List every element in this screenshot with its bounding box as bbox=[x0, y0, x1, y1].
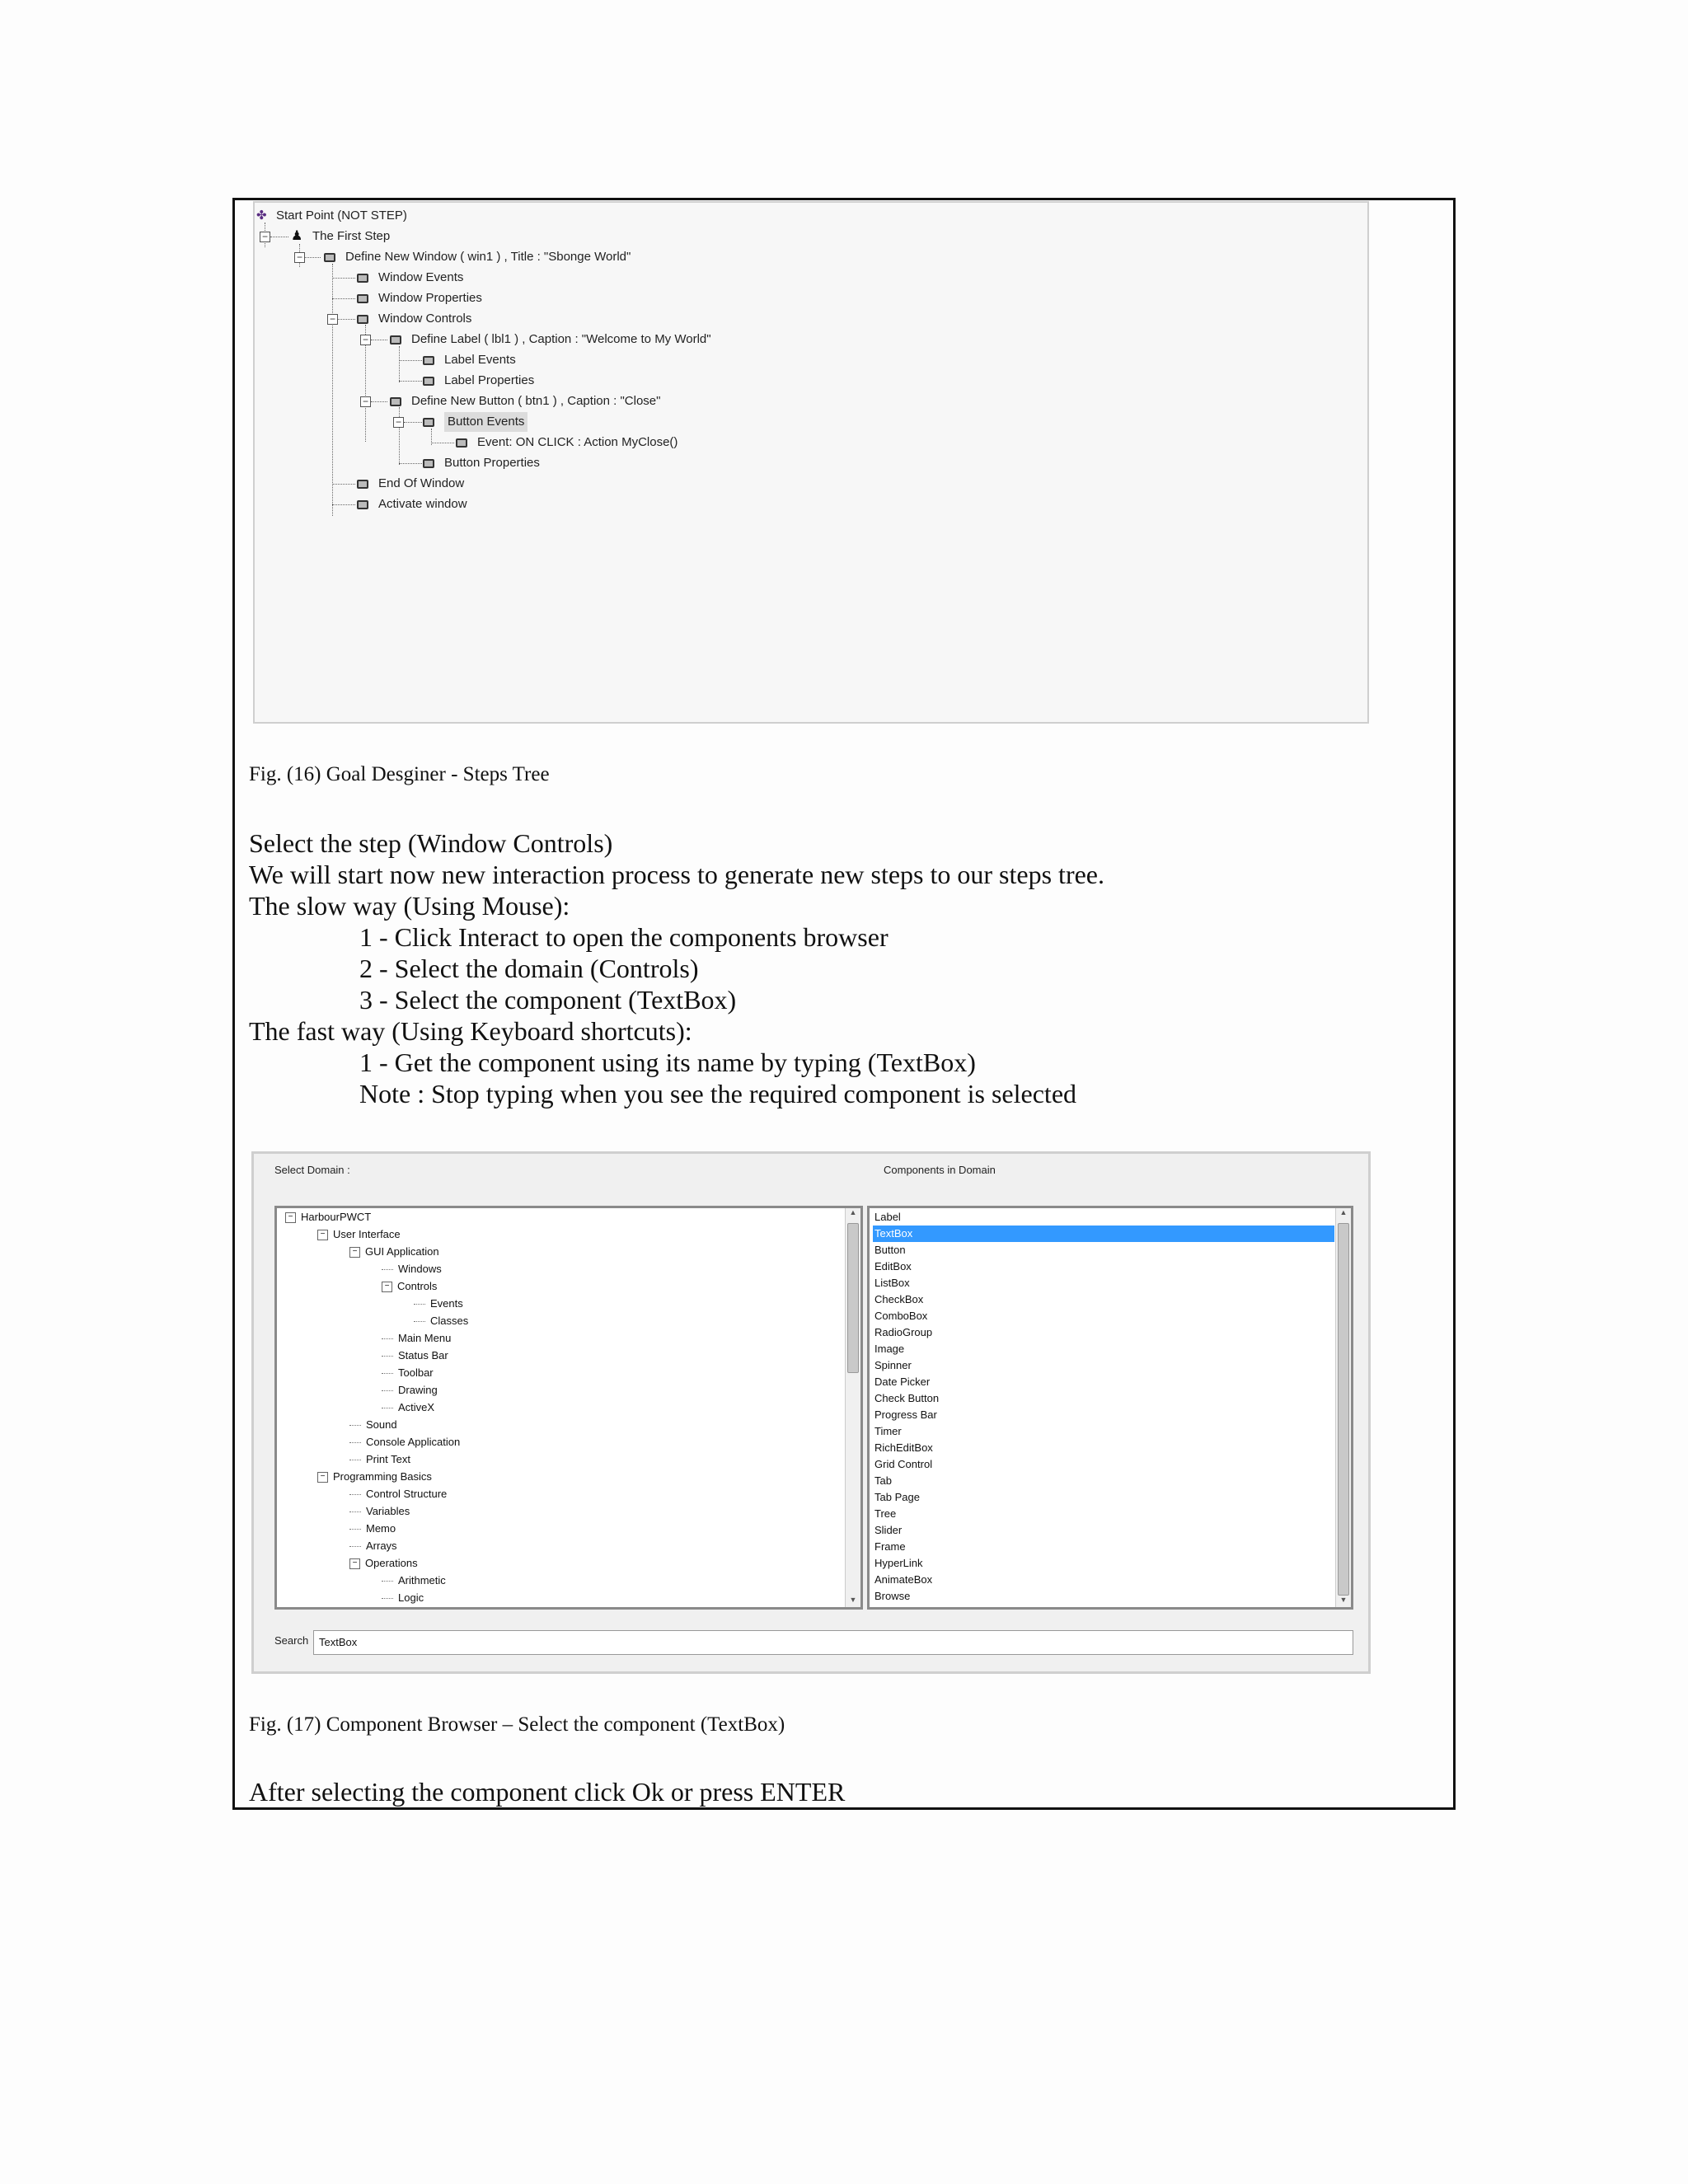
scroll-up-arrow-icon[interactable]: ▲ bbox=[1339, 1208, 1348, 1216]
domain-tree-node[interactable] bbox=[349, 1244, 439, 1259]
tree-node-label-properties[interactable] bbox=[423, 371, 534, 391]
tree-node-onclick-event[interactable] bbox=[456, 433, 678, 452]
domain-node-label: Drawing bbox=[398, 1384, 438, 1396]
domain-node-label: Sound bbox=[366, 1418, 397, 1431]
domain-node-label: HarbourPWCT bbox=[301, 1211, 372, 1223]
domain-node-label: Operations bbox=[365, 1557, 418, 1569]
component-item[interactable]: CheckBox bbox=[874, 1293, 924, 1305]
tree-node-label: Button Events bbox=[444, 412, 528, 432]
step-icon bbox=[423, 459, 434, 468]
domain-node-label: Main Menu bbox=[398, 1332, 452, 1344]
domain-node-label: Variables bbox=[366, 1505, 410, 1517]
domain-tree[interactable] bbox=[274, 1206, 863, 1610]
scroll-down-arrow-icon[interactable]: ▼ bbox=[849, 1596, 857, 1604]
component-item[interactable]: Button bbox=[874, 1244, 906, 1256]
domain-node-label: ActiveX bbox=[398, 1401, 435, 1413]
tree-node-define-label[interactable] bbox=[390, 330, 711, 349]
component-item[interactable]: ComboBox bbox=[874, 1310, 928, 1322]
tree-node-label: The First Step bbox=[312, 229, 391, 243]
component-item[interactable]: HyperLink bbox=[874, 1557, 923, 1569]
collapse-toggle[interactable]: − bbox=[317, 1472, 328, 1483]
tree-node-define-button[interactable] bbox=[390, 391, 660, 411]
tree-connector bbox=[349, 1442, 361, 1443]
instruction-step: 2 - Select the domain (Controls) bbox=[359, 954, 699, 983]
domain-node-label: Events bbox=[430, 1297, 463, 1310]
domain-tree-node[interactable] bbox=[349, 1418, 397, 1432]
tree-node-label: Event: ON CLICK : Action MyClose() bbox=[477, 435, 678, 449]
tree-node-label-events[interactable] bbox=[423, 350, 516, 370]
component-item[interactable]: EditBox bbox=[874, 1260, 912, 1272]
domain-node-label: GUI Application bbox=[365, 1245, 439, 1258]
components-scrollbar[interactable] bbox=[1335, 1208, 1351, 1607]
tree-node-window-properties[interactable] bbox=[357, 288, 482, 308]
collapse-toggle[interactable]: − bbox=[360, 335, 371, 345]
domain-node-label: Windows bbox=[398, 1263, 442, 1275]
tree-connector bbox=[382, 1598, 393, 1599]
collapse-toggle[interactable]: − bbox=[349, 1247, 360, 1258]
scroll-thumb[interactable] bbox=[847, 1223, 859, 1373]
scroll-up-arrow-icon[interactable]: ▲ bbox=[849, 1208, 857, 1216]
component-item[interactable]: Progress Bar bbox=[874, 1408, 937, 1421]
collapse-toggle[interactable]: − bbox=[382, 1282, 392, 1292]
person-icon: ♟ bbox=[291, 229, 303, 243]
domain-tree-node[interactable] bbox=[349, 1521, 396, 1536]
tree-node-label: Window Events bbox=[378, 270, 464, 284]
tree-node-label: Window Controls bbox=[378, 312, 472, 326]
domain-tree-node[interactable] bbox=[317, 1469, 432, 1484]
domain-tree-node[interactable] bbox=[382, 1279, 437, 1294]
component-item-selected[interactable]: TextBox bbox=[873, 1226, 1334, 1242]
tree-node-window-controls[interactable] bbox=[357, 309, 471, 329]
figure-16-caption: Fig. (16) Goal Desginer - Steps Tree bbox=[249, 763, 550, 785]
tree-guide-line bbox=[399, 346, 400, 382]
tree-node-window-events[interactable] bbox=[357, 268, 463, 288]
collapse-toggle[interactable]: − bbox=[360, 396, 371, 407]
closing-text: After selecting the component click Ok or press ENTER bbox=[249, 1777, 846, 1807]
search-label: Search bbox=[274, 1634, 309, 1647]
steps-tree-panel[interactable] bbox=[253, 201, 1369, 724]
tree-connector bbox=[382, 1390, 393, 1391]
component-item[interactable]: Image bbox=[874, 1343, 905, 1355]
tree-connector bbox=[414, 1321, 425, 1322]
component-item[interactable]: RadioGroup bbox=[874, 1326, 933, 1338]
domain-node-label: Status Bar bbox=[398, 1349, 448, 1361]
figure-17-caption: Fig. (17) Component Browser – Select the component (TextBox) bbox=[249, 1713, 785, 1736]
step-icon bbox=[423, 356, 434, 365]
tree-node-label: Button Properties bbox=[444, 456, 540, 470]
tree-guide-line bbox=[332, 298, 355, 299]
component-item[interactable]: Check Button bbox=[874, 1392, 940, 1404]
component-item[interactable]: Date Picker bbox=[874, 1376, 931, 1388]
tree-connector bbox=[349, 1529, 361, 1530]
step-icon bbox=[390, 335, 401, 344]
tree-guide-line bbox=[371, 401, 387, 402]
tree-node-label: Start Point (NOT STEP) bbox=[276, 209, 407, 223]
component-item[interactable]: Frame bbox=[874, 1540, 906, 1553]
tree-connector bbox=[349, 1546, 361, 1547]
domain-tree-node[interactable] bbox=[382, 1331, 451, 1346]
domain-tree-node[interactable] bbox=[414, 1314, 468, 1329]
domain-tree-node[interactable] bbox=[382, 1366, 434, 1380]
step-icon bbox=[357, 480, 368, 489]
component-item[interactable]: Spinner bbox=[874, 1359, 912, 1371]
tree-connector bbox=[382, 1373, 393, 1374]
tree-node-end-of-window[interactable] bbox=[357, 474, 464, 494]
tree-node-label: Define Label ( lbl1 ) , Caption : "Welcome to My World" bbox=[411, 332, 711, 346]
instruction-note: Note : Stop typing when you see the required component is selected bbox=[359, 1079, 1077, 1108]
domain-node-label: Print Text bbox=[366, 1453, 410, 1465]
component-browser-window bbox=[251, 1151, 1371, 1674]
instruction-step: 1 - Get the component using its name by typing (TextBox) bbox=[359, 1047, 976, 1077]
scroll-thumb[interactable] bbox=[1338, 1223, 1349, 1596]
tree-guide-line bbox=[399, 463, 422, 464]
component-item[interactable]: Tab bbox=[874, 1474, 892, 1487]
step-icon bbox=[324, 253, 335, 262]
component-item[interactable]: Browse bbox=[874, 1590, 911, 1602]
step-icon bbox=[357, 294, 368, 303]
tree-guide-line bbox=[304, 257, 321, 258]
domain-tree-node[interactable] bbox=[349, 1452, 410, 1467]
component-item[interactable]: Label bbox=[874, 1211, 901, 1223]
collapse-toggle[interactable]: − bbox=[285, 1212, 296, 1223]
tree-connector bbox=[382, 1338, 393, 1339]
instruction-line: Select the step (Window Controls) bbox=[249, 828, 613, 858]
domain-node-label: Programming Basics bbox=[333, 1470, 432, 1483]
component-item[interactable]: Slider bbox=[874, 1524, 903, 1536]
step-icon bbox=[423, 418, 434, 427]
select-domain-label: Select Domain : bbox=[274, 1164, 350, 1176]
tree-node-label: Label Events bbox=[444, 353, 516, 367]
instruction-step: 3 - Select the component (TextBox) bbox=[359, 985, 737, 1015]
tree-connector bbox=[382, 1356, 393, 1357]
step-icon bbox=[456, 438, 467, 448]
tree-guide-line bbox=[332, 264, 333, 516]
domain-node-label: Controls bbox=[397, 1280, 438, 1292]
tree-node-first-step[interactable] bbox=[291, 227, 390, 246]
components-in-domain-label: Components in Domain bbox=[884, 1164, 996, 1176]
components-list[interactable] bbox=[867, 1206, 1353, 1610]
component-item[interactable]: AnimateBox bbox=[874, 1573, 933, 1586]
step-icon bbox=[357, 315, 368, 324]
collapse-toggle[interactable]: − bbox=[317, 1230, 328, 1240]
tree-node-button-properties[interactable] bbox=[423, 453, 540, 473]
instruction-step: 1 - Click Interact to open the components browser bbox=[359, 922, 889, 952]
tree-connector bbox=[349, 1494, 361, 1495]
search-input[interactable]: TextBox bbox=[313, 1630, 1353, 1655]
component-item[interactable]: Tree bbox=[874, 1507, 897, 1520]
domain-node-label: Memo bbox=[366, 1522, 396, 1535]
tree-guide-line bbox=[332, 504, 355, 505]
domain-tree-node[interactable] bbox=[382, 1400, 434, 1415]
domain-tree-node[interactable] bbox=[349, 1504, 410, 1519]
step-icon bbox=[357, 274, 368, 283]
component-item[interactable]: ListBox bbox=[874, 1277, 910, 1289]
component-item[interactable]: Grid Control bbox=[874, 1458, 933, 1470]
domain-scrollbar[interactable] bbox=[845, 1208, 860, 1607]
domain-node-label: Control Structure bbox=[366, 1488, 448, 1500]
tree-node-start-point[interactable] bbox=[256, 206, 407, 226]
domain-node-label: User Interface bbox=[333, 1228, 401, 1240]
collapse-toggle[interactable]: − bbox=[260, 232, 270, 242]
domain-tree-node[interactable] bbox=[349, 1487, 447, 1502]
instruction-line: The slow way (Using Mouse): bbox=[249, 891, 570, 921]
domain-node-label: Console Application bbox=[366, 1436, 461, 1448]
tree-node-activate-window[interactable] bbox=[357, 494, 467, 514]
component-item[interactable]: RichEditBox bbox=[874, 1441, 933, 1454]
domain-tree-node[interactable] bbox=[317, 1227, 401, 1242]
collapse-toggle[interactable]: − bbox=[294, 252, 305, 263]
tree-node-label: Define New Button ( btn1 ) , Caption : "Close" bbox=[411, 394, 661, 408]
step-icon bbox=[357, 500, 368, 509]
tree-guide-line bbox=[332, 484, 355, 485]
domain-node-label: Logic bbox=[398, 1591, 424, 1604]
step-icon bbox=[390, 397, 401, 406]
tree-node-label: Window Properties bbox=[378, 291, 482, 305]
tree-node-label: End Of Window bbox=[378, 476, 465, 490]
instruction-line: The fast way (Using Keyboard shortcuts): bbox=[249, 1016, 692, 1046]
collapse-toggle[interactable]: − bbox=[349, 1558, 360, 1569]
component-item[interactable]: Tab Page bbox=[874, 1491, 920, 1503]
tree-node-label: Label Properties bbox=[444, 373, 535, 387]
tree-connector bbox=[349, 1511, 361, 1512]
collapse-toggle[interactable]: − bbox=[327, 314, 338, 325]
domain-tree-node[interactable] bbox=[349, 1556, 418, 1571]
domain-node-label: Toolbar bbox=[398, 1366, 434, 1379]
domain-tree-node[interactable] bbox=[382, 1383, 438, 1398]
domain-tree-node[interactable] bbox=[349, 1539, 397, 1554]
domain-node-label: Arrays bbox=[366, 1540, 397, 1552]
scroll-down-arrow-icon[interactable]: ▼ bbox=[1339, 1596, 1348, 1604]
tree-guide-line bbox=[399, 360, 422, 361]
domain-tree-node[interactable] bbox=[382, 1348, 448, 1363]
domain-tree-node[interactable] bbox=[382, 1573, 446, 1588]
tree-node-label: Activate window bbox=[378, 497, 467, 511]
tree-node-button-events[interactable] bbox=[423, 412, 528, 432]
tree-node-define-window[interactable] bbox=[324, 247, 631, 267]
domain-tree-node[interactable] bbox=[285, 1210, 371, 1225]
domain-node-label: Arithmetic bbox=[398, 1574, 446, 1586]
domain-node-label: Classes bbox=[430, 1315, 469, 1327]
tree-connector bbox=[382, 1269, 393, 1270]
puzzle-icon: ✤ bbox=[256, 209, 267, 223]
domain-tree-node[interactable] bbox=[414, 1296, 463, 1311]
instruction-line: We will start now new interaction process to generate new steps to our steps tree. bbox=[249, 860, 1104, 889]
tree-connector bbox=[414, 1304, 425, 1305]
tree-guide-line bbox=[338, 319, 355, 320]
tree-guide-line bbox=[332, 278, 355, 279]
component-item[interactable]: Timer bbox=[874, 1425, 902, 1437]
domain-tree-node[interactable] bbox=[382, 1591, 424, 1605]
tree-connector bbox=[349, 1425, 361, 1426]
domain-tree-node[interactable] bbox=[382, 1262, 442, 1277]
collapse-toggle[interactable]: − bbox=[393, 417, 404, 428]
tree-guide-line bbox=[399, 381, 422, 382]
step-icon bbox=[423, 377, 434, 386]
domain-tree-node[interactable] bbox=[349, 1435, 460, 1450]
tree-guide-line bbox=[404, 422, 422, 423]
tree-node-label: Define New Window ( win1 ) , Title : "Sbonge World" bbox=[345, 250, 631, 264]
tree-connector bbox=[382, 1581, 393, 1582]
